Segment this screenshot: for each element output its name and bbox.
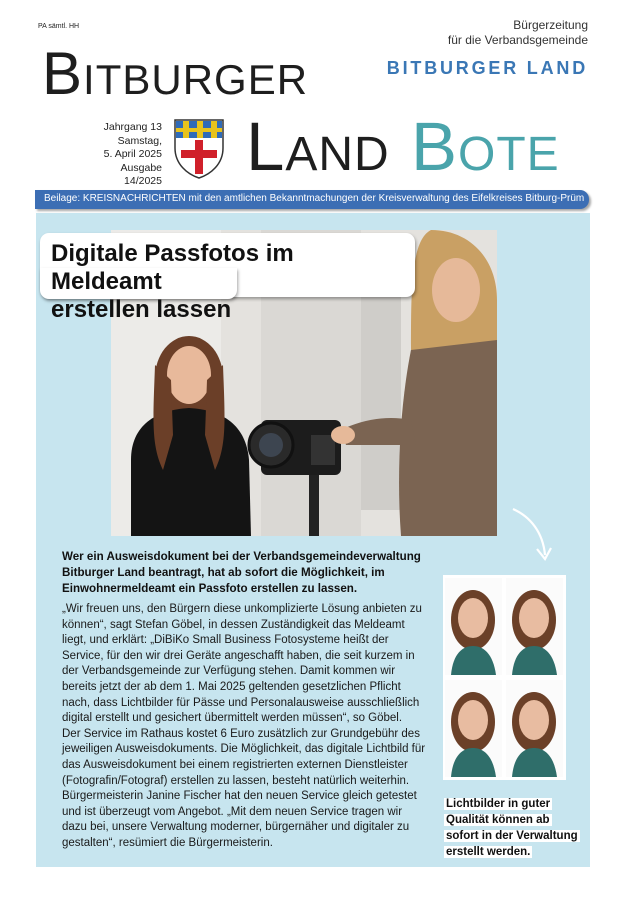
body-line: und ist überzeugt vom Angebot. „Mit dem neuen Service tragen wir	[62, 805, 403, 818]
passport-photo	[506, 680, 563, 777]
article-headline	[51, 240, 411, 324]
body-line: nach, dass Lichtbilder für Pässe und Personalausweise ausschließlich	[62, 696, 420, 709]
supplement-banner-text: Beilage: KREISNACHRICHTEN mit den amtlichen Bekanntmachungen der Kreisverwaltung des Eifelkreises Bitburg-Prüm	[44, 193, 585, 204]
lead-line: Einwohnermeldeamt ein Passfoto erstellen zu lassen.	[62, 582, 358, 595]
passport-photo	[506, 578, 563, 675]
masthead-title-bitburger: Bitburger	[42, 40, 309, 107]
body-line: Bürgermeisterin Janine Fischer hat den neuen Service gleich getestet	[62, 790, 417, 803]
issue-date: 5. April 2025	[103, 148, 162, 160]
masthead-subtitle	[448, 18, 588, 48]
headline-line-2: erstellen lassen	[51, 296, 232, 323]
body-line: Der Service im Rathaus kostet 6 Euro zusätzlich zur Grundgebühr des	[62, 727, 420, 740]
caption-line: erstellt werden.	[446, 846, 531, 858]
caption-line: Lichtbilder in guter	[446, 798, 551, 810]
masthead-title-land: Land	[246, 108, 390, 185]
postal-note: PA sämtl. HH	[38, 23, 80, 30]
body-line: können“, sagt Stefan Göbel, in dessen Zuständigkeit das Meldeamt	[62, 618, 405, 631]
body-line: liegt, und erklärt: „DiBiKo Small Business Fotosysteme heißt der	[62, 634, 389, 647]
passport-photo	[445, 578, 502, 675]
body-line: jeweiligen Ausweisdokuments. Die Möglichkeit, das digitale Lichtbild für	[62, 743, 426, 756]
issue-edition: Ausgabe 14/2025	[120, 161, 162, 187]
body-line: der Verbandsgemeinde zur Verfügung stehen. Damit kommen wir	[62, 665, 396, 678]
body-line: das Ausweisdokument bei einem registrierten externen Dienstleister	[62, 758, 408, 771]
passport-photo	[445, 680, 502, 777]
body-line: „Wir freuen uns, den Bürgern diese unkomplizierte Lösung anbieten zu	[62, 603, 422, 615]
issue-weekday: Samstag,	[117, 134, 162, 147]
lead-line: Bitburger Land beantragt, hat ab sofort die Möglichkeit, im	[62, 566, 385, 579]
body-line: Service, für den wir drei Geräte angeschafft haben, die seit kurzem in	[62, 649, 415, 662]
passport-photos	[443, 575, 566, 780]
photo-caption	[444, 796, 580, 860]
issue-volume: Jahrgang 13	[103, 121, 162, 133]
issue-info	[100, 121, 162, 189]
body-line: (Fotografin/Fotograf) erstellen zu lassen, besteht natürlich weiterhin.	[62, 774, 410, 787]
article-body	[62, 602, 436, 852]
body-line: dazu bei, unsere Verwaltung moderner, bürgernäher und digitaler zu	[62, 821, 410, 834]
curved-arrow-icon	[509, 505, 554, 565]
subtitle-line-2: für die Verbandsgemeinde	[447, 33, 588, 47]
masthead-title-bote: Bote	[411, 108, 560, 185]
headline-line-1: Digitale Passfotos im Meldeamt	[51, 240, 294, 295]
caption-line: Qualität können ab	[446, 814, 550, 826]
article-lead	[62, 549, 434, 597]
subtitle-line-1: Bürgerzeitung	[513, 18, 588, 32]
body-line: gestalten“, resümiert die Bürgermeisterin.	[62, 836, 273, 849]
body-line: digital erstellt und gesichert übermittelt werden müssen“, so Göbel.	[62, 712, 403, 725]
lead-line: Wer ein Ausweisdokument bei der Verbandsgemeindeverwaltung	[62, 550, 421, 563]
coat-of-arms-icon	[173, 118, 225, 180]
body-line: bereits jetzt der ab dem 1. Mai 2025 geltenden gesetzlichen Pflicht	[62, 680, 401, 693]
region-name: BITBURGER LAND	[386, 58, 588, 78]
caption-line: sofort in der Verwaltung	[446, 830, 578, 842]
